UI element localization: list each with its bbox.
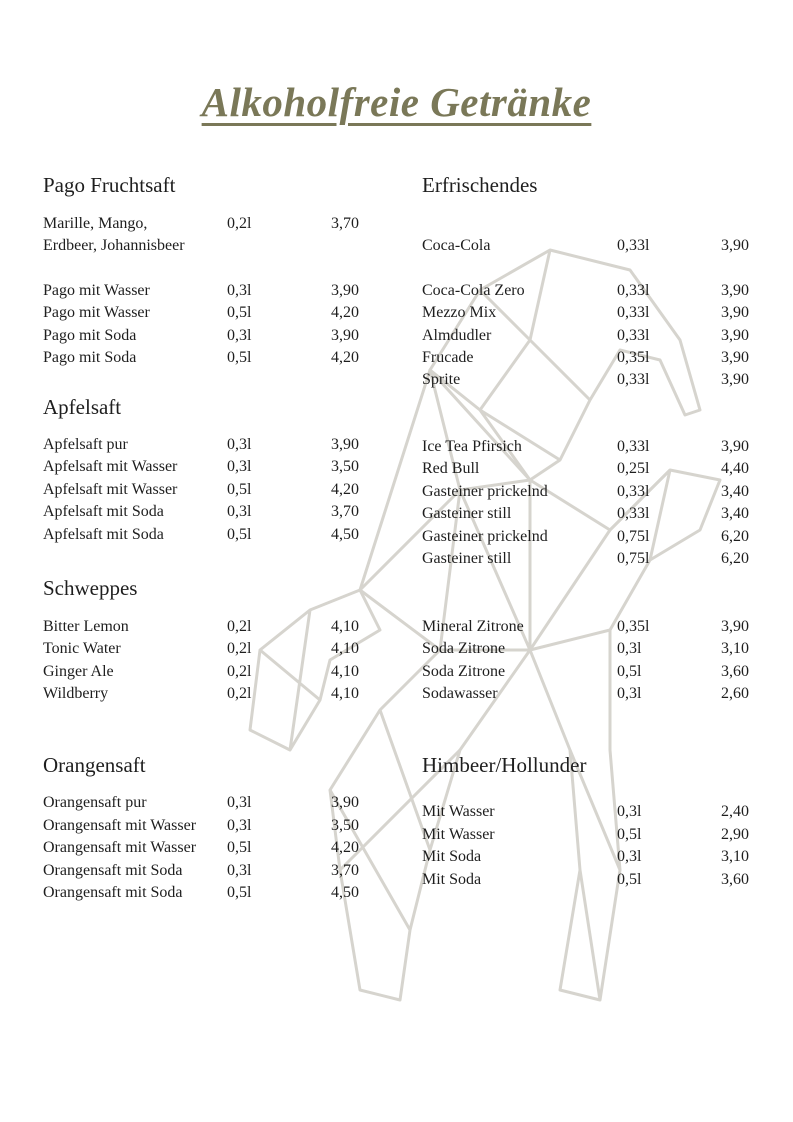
section-heading-apfelsaft: Apfelsaft bbox=[43, 395, 122, 419]
section-heading-orangensaft: Orangensaft bbox=[43, 753, 146, 777]
section-heading-pago: Pago Fruchtsaft bbox=[43, 173, 176, 197]
section-heading-himbeer: Himbeer/Hollunder bbox=[422, 753, 587, 777]
section-heading-erfrischendes: Erfrischendes bbox=[422, 173, 538, 197]
page-title: Alkoholfreie Getränke bbox=[201, 79, 592, 125]
section-heading-schweppes: Schweppes bbox=[43, 576, 138, 600]
